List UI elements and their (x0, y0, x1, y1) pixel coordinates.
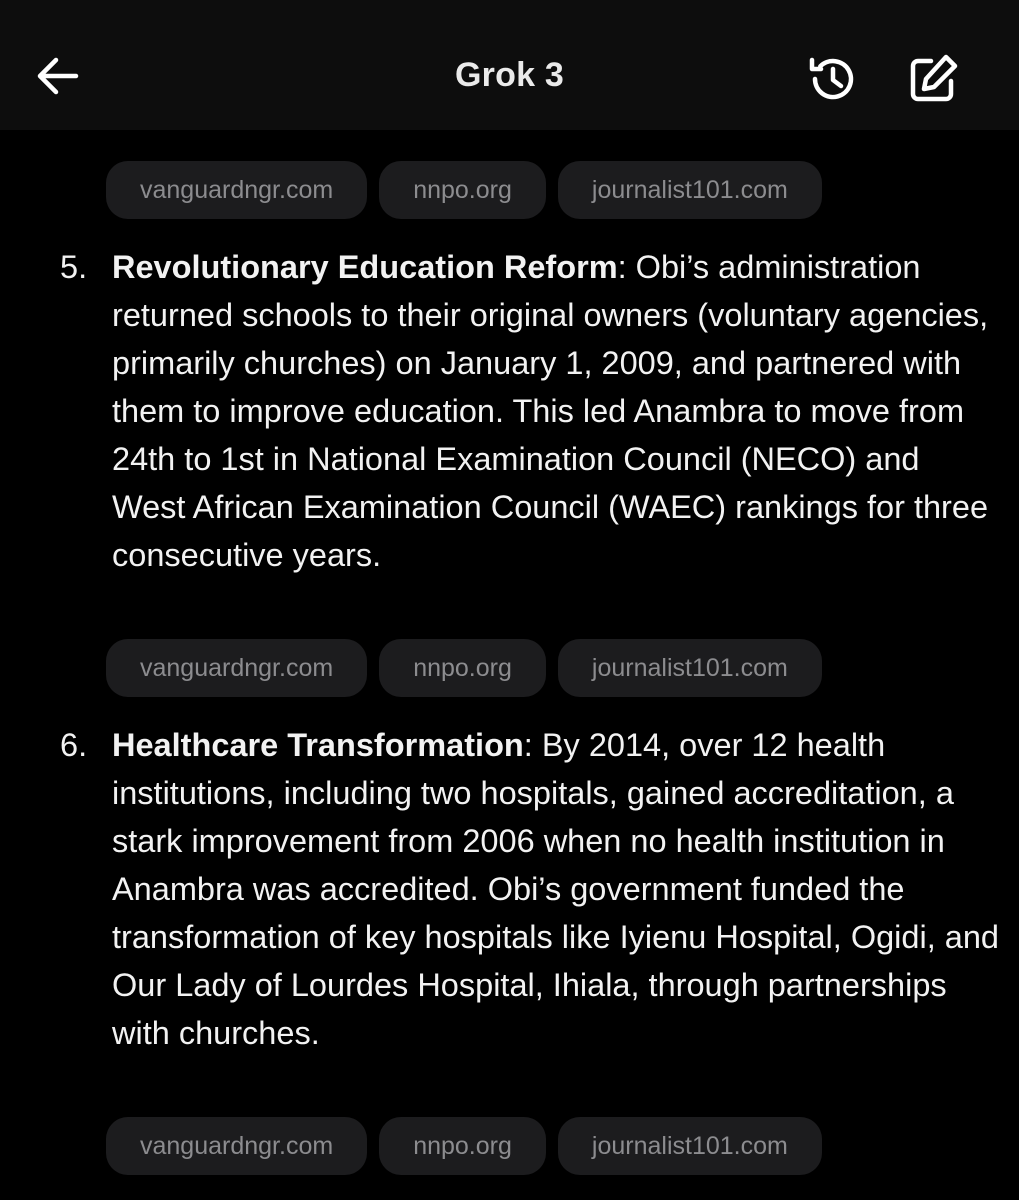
list-item-number: 6. (60, 727, 88, 763)
list-item (60, 721, 1000, 1057)
source-chips (106, 161, 822, 219)
source-chips (106, 639, 822, 697)
source-chips (106, 1117, 822, 1175)
source-chip[interactable]: journalist101.com (558, 1117, 822, 1175)
source-chip[interactable]: journalist101.com (558, 161, 822, 219)
list-item (60, 243, 1000, 579)
list-item-body: : By 2014, over 12 health institutions, including two hospitals, gained accreditation, a stark improvement from 2006 when no health institution in Anambra was accredited. Obi’s government funded the transformation of key hospitals like Iyienu Hospital, Ogidi, and Our Lady of Lourdes Hospital, Ihiala, through partnerships with churches. (112, 727, 999, 1051)
source-chip[interactable]: vanguardngr.com (106, 161, 367, 219)
source-chip[interactable]: nnpo.org (379, 161, 546, 219)
history-icon[interactable] (804, 50, 862, 108)
list-item-text (112, 721, 1000, 1057)
source-chip[interactable]: nnpo.org (379, 1117, 546, 1175)
source-chip[interactable]: nnpo.org (379, 639, 546, 697)
source-chip[interactable]: vanguardngr.com (106, 1117, 367, 1175)
list-item-body: : Obi’s administration returned schools to their original owners (voluntary agencies, primarily churches) on January 1, 2009, and partnered with them to improve education. This led Anambra to move from 24th to 1st in National Examination Council (NECO) and West African Examination Council (WAEC) rankings for three consecutive years. (112, 249, 989, 573)
list-item-title: Healthcare Transformation (112, 727, 524, 763)
source-chip[interactable]: journalist101.com (558, 639, 822, 697)
source-chip[interactable]: vanguardngr.com (106, 639, 367, 697)
list-item-title: Revolutionary Education Reform (112, 249, 618, 285)
edit-icon[interactable] (904, 50, 962, 108)
app-header (0, 0, 1019, 130)
page-title: Grok 3 (455, 56, 564, 94)
list-item-text (112, 243, 1000, 579)
list-item-number: 5. (60, 249, 88, 285)
